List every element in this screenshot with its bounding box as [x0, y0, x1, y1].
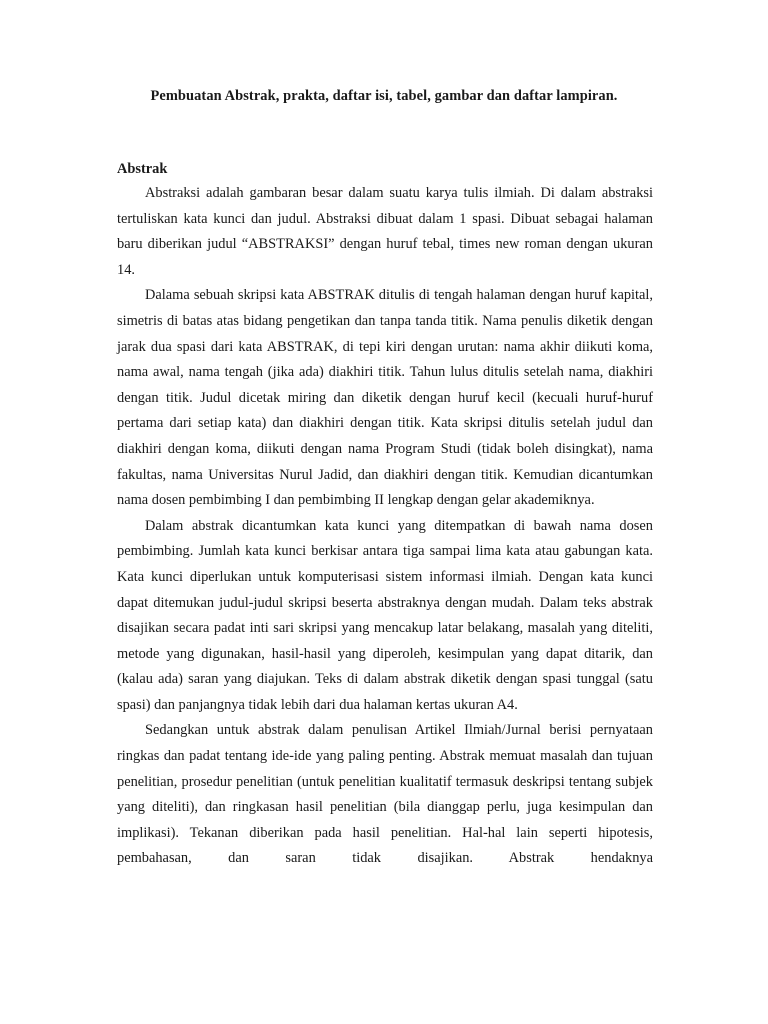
section-heading-abstrak: Abstrak	[117, 161, 168, 177]
paragraph-3: Dalam abstrak dicantumkan kata kunci yang ditempatkan di bawah nama dosen pembimbing. Jumlah kata kunci berkisar antara tiga sampai lima kata atau gabungan kata. Kata kunci diperlukan untuk komputerisasi sistem informasi ilmiah. Dengan kata kunci dapat ditemukan judul-judul skripsi beserta abstraknya dengan mudah. Dalam teks abstrak disajikan secara padat inti sari skripsi yang mencakup latar belakang, masalah yang diteliti, metode yang digunakan, hasil-hasil yang diperoleh, kesimpulan yang dapat ditarik, dan (kalau ada) saran yang diajukan. Teks di dalam abstrak diketik dengan spasi tunggal (satu spasi) dan panjangnya tidak lebih dari dua halaman kertas ukuran A4.	[117, 517, 653, 713]
paragraph-4: Sedangkan untuk abstrak dalam penulisan Artikel Ilmiah/Jurnal berisi pernyataan ringkas dan padat tentang ide-ide yang paling penting. Abstrak memuat masalah dan tujuan penelitian, prosedur penelitian (untuk penelitian kualitatif termasuk deskripsi tentang subjek yang diteliti), dan ringkasan hasil penelitian (bila dianggap perlu, juga kesimpulan dan implikasi). Tekanan diberikan pada hasil penelitian. Hal-hal lain seperti hipotesis, pembahasan, dan saran tidak disajikan. Abstrak hendaknya	[117, 722, 653, 867]
body-text	[117, 181, 653, 872]
paragraph-1: Abstraksi adalah gambaran besar dalam suatu karya tulis ilmiah. Di dalam abstraksi tertuliskan kata kunci dan judul. Abstraksi dibuat dalam 1 spasi. Dibuat sebagai halaman baru diberikan judul “ABSTRAKSI” dengan huruf tebal, times new roman dengan ukuran 14.	[117, 185, 653, 278]
paragraph-2: Dalama sebuah skripsi kata ABSTRAK ditulis di tengah halaman dengan huruf kapital, simetris di batas atas bidang pengetikan dan tanpa tanda titik. Nama penulis diketik dengan jarak dua spasi dari kata ABSTRAK, di tepi kiri dengan urutan: nama akhir diikuti koma, nama awal, nama tengah (jika ada) diakhiri titik. Tahun lulus ditulis setelah nama, diakhiri dengan titik. Judul dicetak miring dan diketik dengan huruf kecil (kecuali huruf-huruf pertama dari setiap kata) dan diakhiri dengan titik. Kata skripsi ditulis setelah judul dan diakhiri dengan koma, diikuti dengan nama Program Studi (tidak boleh disingkat), nama fakultas, nama Universitas Nurul Jadid, dan diakhiri dengan titik. Kemudian dicantumkan nama dosen pembimbing I dan pembimbing II lengkap dengan gelar akademiknya.	[117, 287, 653, 509]
document-title: Pembuatan Abstrak, prakta, daftar isi, tabel, gambar dan daftar lampiran.	[150, 88, 618, 104]
